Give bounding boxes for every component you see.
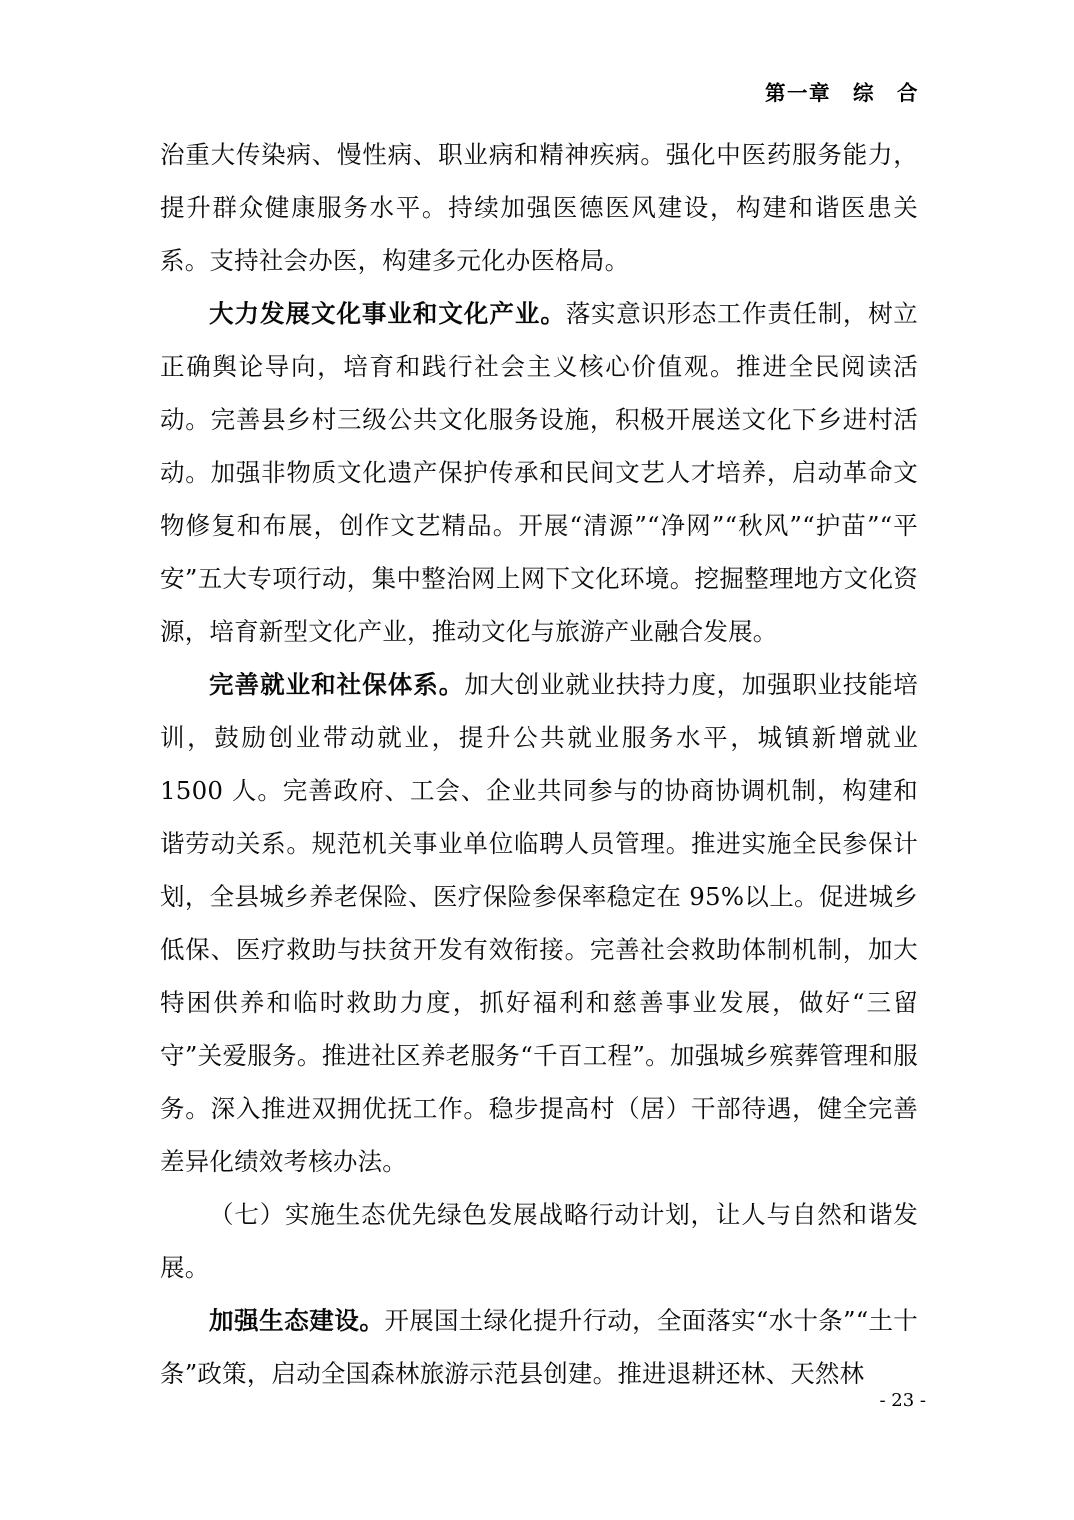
paragraph-lead: 加强生态建设。 [209, 1306, 385, 1335]
paragraph [160, 128, 918, 287]
paragraph-text: 加大创业就业扶持力度，加强职业技能培训，鼓励创业带动就业，提升公共就业服务水平，城镇新增就业 1500 人。完善政府、工会、企业共同参与的协商协调机制，构建和谐劳动关系。规范机关事业单位临聘人员管理。推进实施全民参保计划，全县城乡养老保险、医疗保险参保率稳定在 95%以上。促进城乡低保、医疗救助与扶贫开发有效衔接。完善社会救助体制机制，加大特困供养和临时救助力度，抓好福利和慈善事业发展，做好“三留守”关爱服务。推进社区养老服务“千百工程”。加强城乡殡葬管理和服务。深入推进双拥优抚工作。稳步提高村（居）干部待遇，健全完善差异化绩效考核办法。 [160, 670, 919, 1176]
page-number: - 23 - [879, 1390, 926, 1411]
paragraph-text: 落实意识形态工作责任制，树立正确舆论导向，培育和践行社会主义核心价值观。推进全民阅读活动。完善县乡村三级公共文化服务设施，积极开展送文化下乡进村活动。加强非物质文化遗产保护传承和民间文艺人才培养，启动革命文物修复和布展，创作文艺精品。开展“清源”“净网”“秋风”“护苗”“平安”五大专项行动，集中整治网上网下文化环境。挖掘整理地方文化资源，培育新型文化产业，推动文化与旅游产业融合发展。 [160, 299, 918, 646]
paragraph-lead: 大力发展文化事业和文化产业。 [209, 299, 566, 328]
paragraph [160, 658, 918, 1188]
paragraph-text: 治重大传染病、慢性病、职业病和精神疾病。强化中医药服务能力，提升群众健康服务水平。持续加强医德医风建设，构建和谐医患关系。支持社会办医，构建多元化办医格局。 [160, 140, 918, 275]
paragraph [160, 1188, 918, 1294]
paragraph [160, 287, 918, 658]
paragraph-text: 开展国土绿化提升行动，全面落实“水十条”“土十条”政策，启动全国森林旅游示范县创建。推进退耕还林、天然林 [160, 1306, 918, 1388]
page-header: 第一章 综 合 [765, 81, 919, 105]
paragraph-text: （七）实施生态优先绿色发展战略行动计划，让人与自然和谐发展。 [160, 1200, 918, 1282]
paragraph-lead: 完善就业和社保体系。 [209, 670, 465, 699]
document-body [160, 128, 918, 1400]
paragraph [160, 1294, 918, 1400]
